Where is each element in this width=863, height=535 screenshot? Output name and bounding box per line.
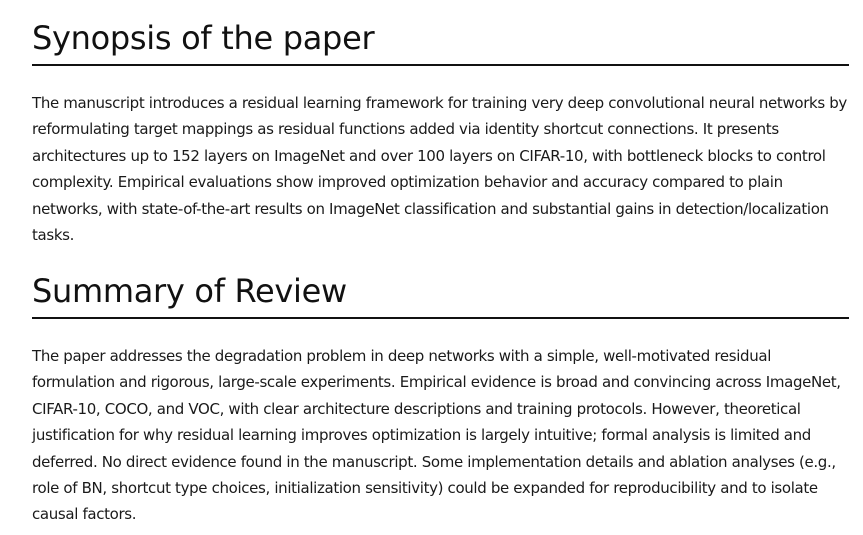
synopsis-heading: Synopsis of the paper — [32, 19, 375, 57]
review-summary-heading: Summary of Review — [32, 272, 347, 310]
synopsis-divider — [32, 64, 849, 66]
review-summary-paragraph: The paper addresses the degradation problem in deep networks with a simple, well-motivated residual formulation and rigorous, large-scale experiments. Empirical evidence is broad and convincing across ImageNet, CIFAR-10, COCO, and VOC, with clear architecture descriptions and training protocols. However, theoretical justification for why residual learning improves optimization is largely intuitive; formal analysis is limited and deferred. No direct evidence found in the manuscript. Some implementation details and ablation analyses (e.g., role of BN, shortcut type choices, initialization sensitivity) could be expanded for reproducibility and to isolate causal factors. — [32, 347, 841, 524]
synopsis-paragraph: The manuscript introduces a residual learning framework for training very deep convolutional neural networks by reformulating target mappings as residual functions added via identity shortcut connections. It presents architectures up to 152 layers on ImageNet and over 100 layers on CIFAR-10, with bottleneck blocks to control complexity. Empirical evaluations show improved optimization behavior and accuracy compared to plain networks, with state-of-the-art results on ImageNet classification and substantial gains in detection/localization tasks. — [32, 94, 847, 245]
synopsis-section — [32, 18, 849, 248]
review-summary-section — [32, 271, 849, 528]
review-summary-divider — [32, 317, 849, 319]
